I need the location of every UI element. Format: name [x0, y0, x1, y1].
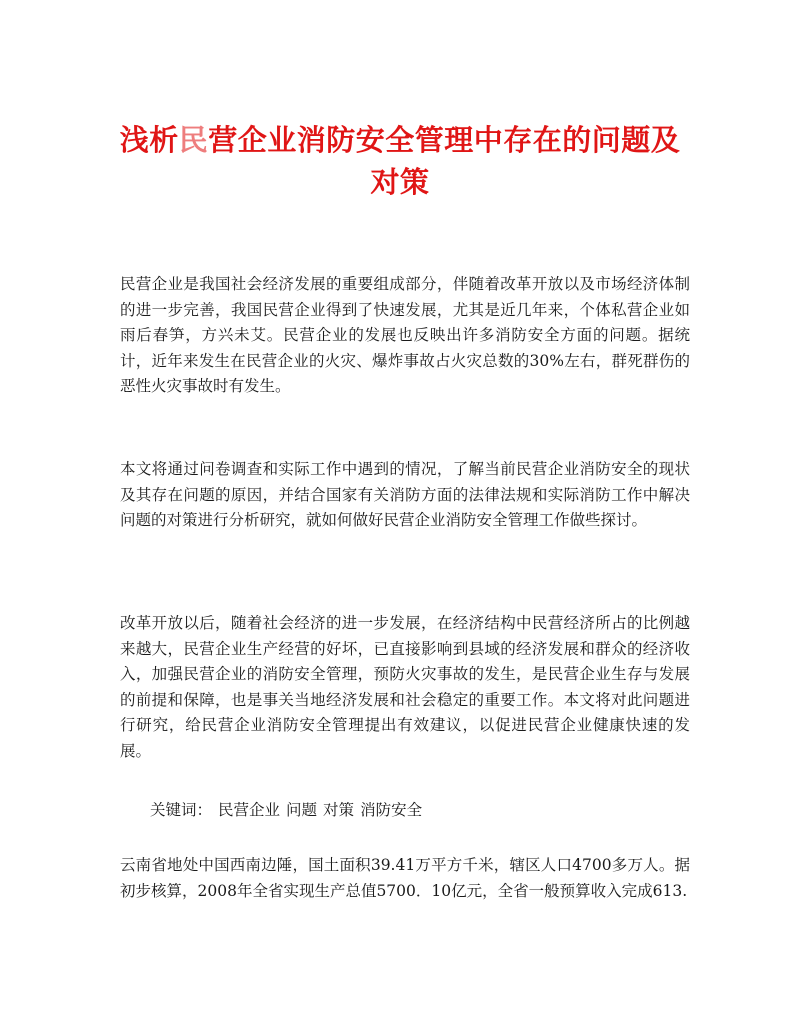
keywords-label: 关键词： [150, 801, 213, 819]
keyword-item: 问题 [286, 801, 318, 819]
title-text-part3: 营企业消防安全管理中存在的问题及 [208, 123, 681, 158]
keyword-item: 对策 [323, 801, 355, 819]
paragraph-background: 改革开放以后，随着社会经济的进一步发展，在经济结构中民营经济所占的比例越来越大，民营企业生产经营的好坏，已直接影响到县域的经济发展和群众的经济收入，加强民营企业的消防安全管理，预防火灾事故的发生，是民营企业生存与发展的前提和保障，也是事关当地经济发展和社会稳定的重要工作。本文将对此问题进行研究，给民营企业消防安全管理提出有效建议，以促进民营企业健康快速的发展。 [120, 614, 690, 760]
title-text-part1: 浅析 [119, 123, 179, 158]
paragraph-intro: 民营企业是我国社会经济发展的重要组成部分，伴随着改革开放以及市场经济体制的进一步完善，我国民营企业得到了快速发展，尤其是近几年来，个体私营企业如雨后春笋，方兴未艾。民营企业的发展也反映出许多消防安全方面的问题。据统计，近年来发生在民营企业的火灾、爆炸事故占火灾总数的30%左右，群死群伤的恶性火灾事故时有发生。 [120, 275, 690, 396]
title-text-part2: 民 [178, 123, 209, 158]
keyword-item: 消防安全 [360, 801, 423, 819]
keywords-line [150, 798, 690, 824]
paragraph-yunnan: 云南省地处中国西南边陲，国土面积39.41万平方千米，辖区人口4700多万人。据初步核算，2008年全省实现生产总值5700．10亿元，全省一般预算收入完成613. [120, 856, 690, 900]
title-text-line2: 对策 [370, 165, 430, 200]
document-title [90, 119, 710, 203]
paragraph-purpose: 本文将通过问卷调查和实际工作中遇到的情况，了解当前民营企业消防安全的现状及其存在问题的原因，并结合国家有关消防方面的法律法规和实际消防工作中解决问题的对策进行分析研究，就如何做好民营企业消防安全管理工作做些探讨。 [120, 460, 690, 530]
keyword-item: 民营企业 [218, 801, 281, 819]
